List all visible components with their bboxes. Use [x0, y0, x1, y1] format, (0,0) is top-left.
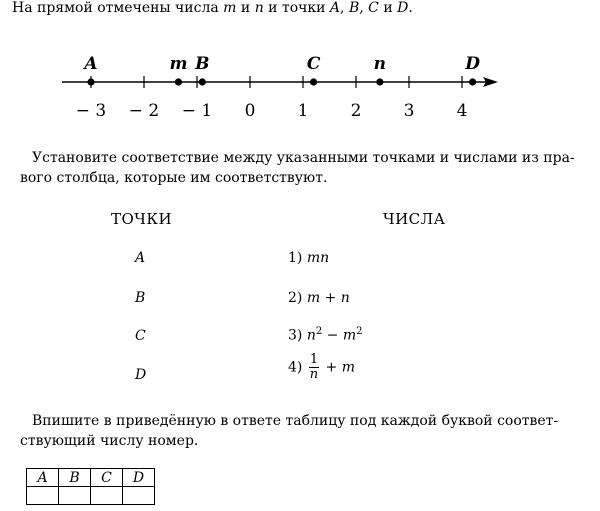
answer-cell-D[interactable]	[123, 487, 155, 505]
number-line	[0, 40, 600, 130]
point-marker	[87, 78, 94, 85]
answer-instruction-line-1: Впишите в приведённую в ответе таблицу под каждой буквой соответ-	[32, 413, 559, 429]
answer-cell-A[interactable]	[27, 487, 59, 505]
point-C: C	[135, 328, 146, 344]
intro-and: и	[236, 0, 255, 16]
option-var-m: m	[342, 327, 357, 344]
tick-label: 4	[456, 101, 468, 121]
intro-dot: .	[408, 0, 413, 16]
option-number: 4)	[288, 359, 303, 376]
instruction-line-2: вого столбца, которые им соответствуют.	[20, 170, 328, 186]
point-D: D	[135, 367, 147, 383]
option-1	[288, 250, 329, 266]
option-number: 1)	[288, 250, 303, 266]
intro-m: m	[223, 0, 237, 16]
instruction-paragraph	[20, 148, 580, 188]
plus-sign: +	[321, 359, 342, 376]
answer-header-D: D	[123, 469, 155, 487]
numbers-column-header: ЧИСЛА	[383, 210, 446, 228]
point-A: A	[135, 250, 146, 266]
option-expression: mn	[306, 250, 330, 266]
intro-and: и	[378, 0, 398, 16]
point-B: B	[135, 290, 146, 306]
answer-cell-C[interactable]	[91, 487, 123, 505]
point-marker	[376, 78, 383, 85]
point-label: C	[306, 54, 321, 74]
point-label: m	[169, 54, 188, 74]
answer-instruction-paragraph	[20, 411, 580, 451]
option-number: 3)	[288, 327, 303, 344]
tick-label: 2	[350, 101, 362, 121]
option-4	[288, 353, 355, 382]
point-marker	[469, 78, 476, 85]
intro-A: A	[329, 0, 341, 16]
answer-header-C: C	[91, 469, 123, 487]
point-label: B	[195, 54, 210, 74]
point-label: n	[373, 54, 387, 74]
intro-comma: ,	[340, 0, 349, 16]
point-label: A	[84, 54, 98, 74]
point-marker	[310, 78, 317, 85]
option-expression: m + n	[306, 290, 350, 306]
tick-label: 1	[297, 101, 309, 121]
tick-label: − 3	[75, 101, 107, 121]
intro-comma: ,	[359, 0, 369, 16]
fraction	[309, 353, 319, 382]
intro-C: C	[368, 0, 379, 16]
answer-header-A: A	[27, 469, 59, 487]
answer-table-input-row[interactable]	[27, 487, 155, 505]
fraction-denominator: n	[309, 367, 319, 382]
intro-line	[12, 0, 413, 16]
superscript: 2	[356, 326, 363, 337]
answer-instruction-line-2: ствующий числу номер.	[20, 433, 199, 449]
answer-table	[26, 468, 155, 505]
points-column-header: ТОЧКИ	[111, 210, 173, 228]
option-var-n: n	[306, 327, 316, 344]
minus-sign: −	[322, 327, 343, 344]
point-label: D	[465, 54, 480, 74]
answer-header-B: B	[59, 469, 91, 487]
tick-label: − 2	[128, 101, 160, 121]
answer-table-header-row	[27, 469, 155, 487]
intro-text-points: и точки	[263, 0, 330, 16]
option-2	[288, 290, 350, 306]
intro-D: D	[397, 0, 409, 16]
tick-label: − 1	[181, 101, 213, 121]
option-3	[288, 326, 363, 344]
point-marker	[175, 78, 182, 85]
option-var-m: m	[341, 359, 356, 376]
intro-text: На прямой отмечены числа	[12, 0, 224, 16]
fraction-numerator: 1	[309, 352, 319, 367]
option-number: 2)	[288, 290, 303, 306]
tick-label: 0	[244, 101, 256, 121]
superscript: 2	[315, 326, 323, 337]
answer-cell-B[interactable]	[59, 487, 91, 505]
instruction-line-1: Установите соответствие между указанными точками и числами из пра-	[32, 150, 575, 166]
intro-B: B	[348, 0, 360, 16]
point-marker	[199, 78, 206, 85]
intro-n: n	[254, 0, 264, 16]
tick-label: 3	[403, 101, 415, 121]
